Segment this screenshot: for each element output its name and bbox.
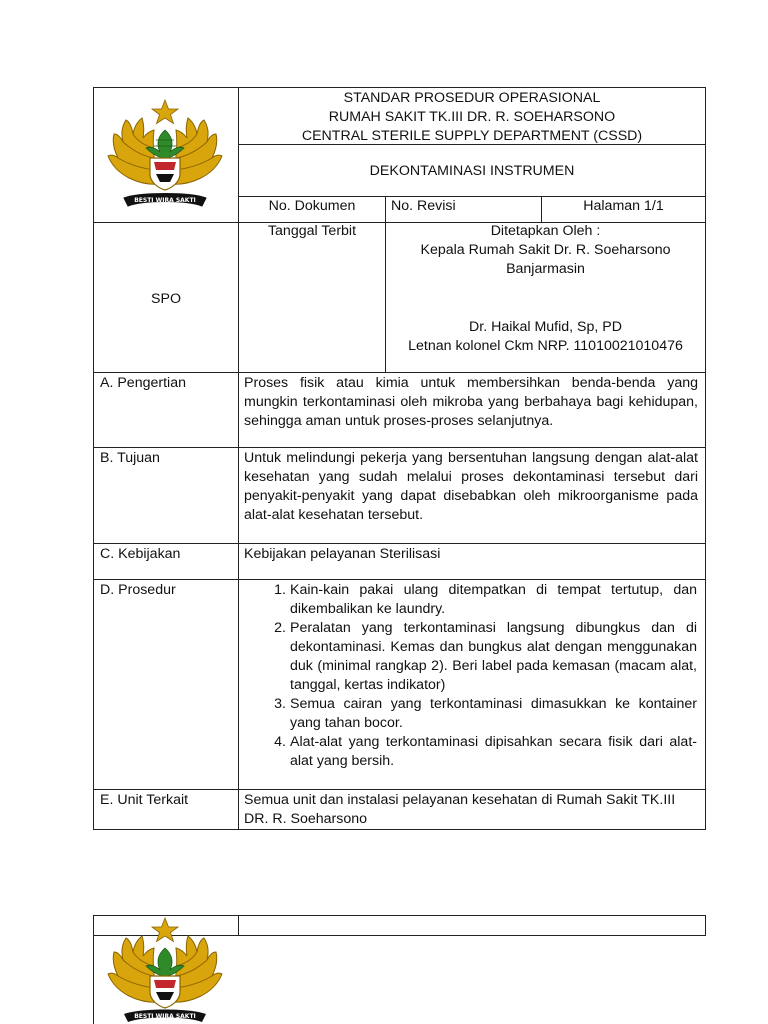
signer-name: Dr. Haikal Mufid, Sp, PD <box>469 319 622 335</box>
ditetapkan-line-1: Ditetapkan Oleh : <box>490 223 601 239</box>
tujuan-text: Untuk melindungi pekerja yang bersentuhan langsung dengan alat-alat kesehatan yang sudah melalui proses dekontaminasi tersebut dari penyakit-penyakit yang dapat disebabkan oleh mikroorganisme pada alat-alat kesehatan tersebut. <box>244 450 698 523</box>
star-icon <box>152 918 178 942</box>
hospital-emblem-logo-second <box>104 916 226 1024</box>
list-item: 1. Kain-kain pakai ulang ditempatkan di tempat tertutup, dan dikembalikan ke laundry. <box>274 582 697 617</box>
no-dokumen-label: No. Dokumen <box>268 198 356 214</box>
sop-title-block <box>239 89 705 146</box>
prosedur-list <box>274 581 697 771</box>
svg-text:BESTI WIRA SAKTI: BESTI WIRA SAKTI <box>134 1013 196 1020</box>
pengertian-text: Proses fisik atau kimia untuk membersihkan benda-benda yang mungkin terkontaminasi oleh mikroba yang berbahaya bagi kehidupan, sehingga aman untuk proses-proses selanjutnya. <box>244 375 698 429</box>
signer-block <box>386 318 705 356</box>
list-item: 2. Peralatan yang terkontaminasi langsung dibungkus dan di dekontaminasi. Kemas dan bungkus alat dengan menggunakan duk (minimal rangkap 2). Beri label pada kemasan (macam alat, tanggal, kertas indikator) <box>274 620 697 693</box>
signer-rank: Letnan kolonel Ckm NRP. 11010021010476 <box>408 338 683 354</box>
sop-title-line-3: CENTRAL STERILE SUPPLY DEPARTMENT (CSSD) <box>301 128 643 144</box>
spo-label: SPO <box>151 291 181 307</box>
list-item: 3. Semua cairan yang terkontaminasi dimasukkan ke kontainer yang tahan bocor. <box>274 696 697 731</box>
ditetapkan-block <box>386 222 705 279</box>
svg-text:BESTI WIRA SAKTI: BESTI WIRA SAKTI <box>134 197 196 204</box>
unit-terkait-text: Semua unit dan instalasi pelayanan kesehatan di Rumah Sakit TK.III DR. R. Soeharsono <box>244 792 676 827</box>
pengertian-label: A. Pengertian <box>100 375 186 391</box>
unit-terkait-label: E. Unit Terkait <box>100 792 189 808</box>
kebijakan-label: C. Kebijakan <box>100 546 181 562</box>
sop-title-line-1: STANDAR PROSEDUR OPERASIONAL <box>343 90 601 106</box>
tanggal-terbit-label: Tanggal Terbit <box>267 223 357 239</box>
sop-title-line-2: RUMAH SAKIT TK.III DR. R. SOEHARSONO <box>328 109 616 125</box>
tujuan-label: B. Tujuan <box>100 450 160 466</box>
ditetapkan-line-3: Banjarmasin <box>506 261 585 277</box>
no-revisi-label: No. Revisi <box>391 198 456 214</box>
kebijakan-text: Kebijakan pelayanan Sterilisasi <box>244 546 441 562</box>
hospital-emblem-logo <box>104 98 226 216</box>
ditetapkan-line-2: Kepala Rumah Sakit Dr. R. Soeharsono <box>420 242 671 258</box>
star-icon <box>152 100 178 124</box>
document-title: DEKONTAMINASI INSTRUMEN <box>369 163 575 179</box>
prosedur-label: D. Prosedur <box>100 582 176 598</box>
list-item: 4. Alat-alat yang terkontaminasi dipisahkan secara fisik dari alat-alat yang bersih. <box>274 734 697 769</box>
halaman-label: Halaman 1/1 <box>583 198 664 214</box>
